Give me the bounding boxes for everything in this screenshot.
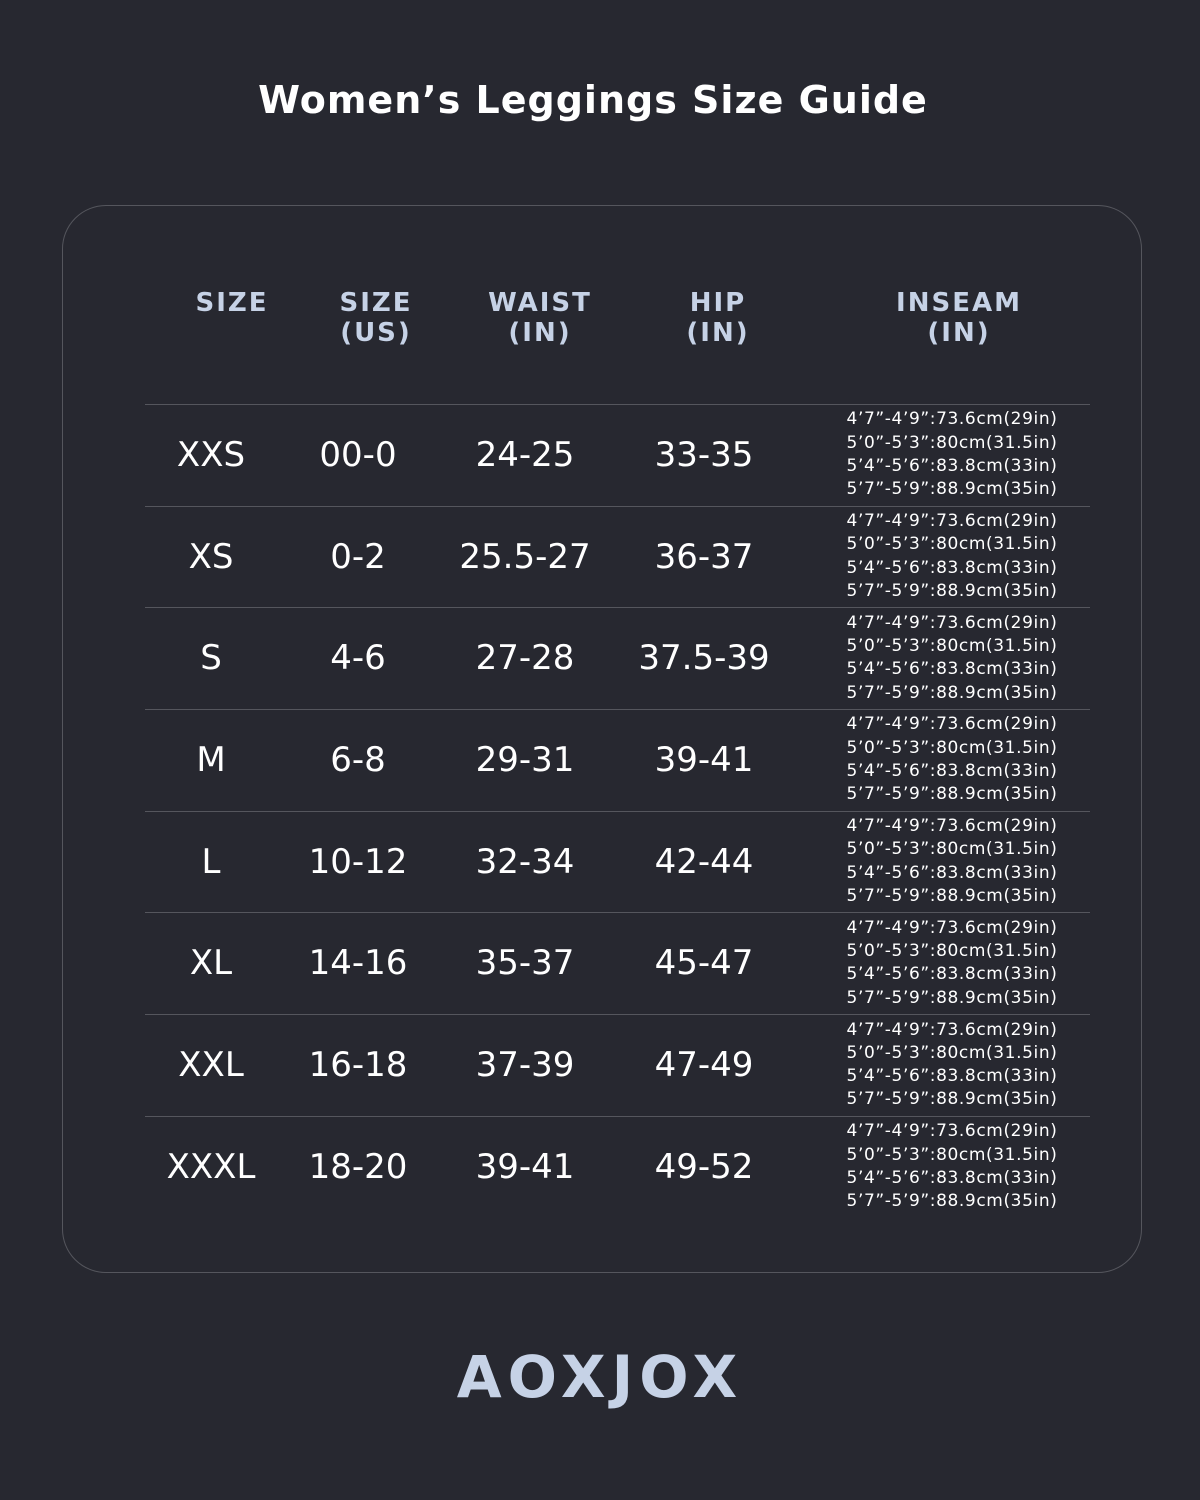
inseam-line: 4’7”-4’9”:73.6cm(29in) bbox=[846, 1019, 1058, 1040]
size-cell: M bbox=[196, 740, 226, 781]
inseam-line: 5’7”-5’9”:88.9cm(35in) bbox=[846, 1089, 1058, 1110]
column-header-hip bbox=[660, 288, 776, 348]
inseam-line: 5’4”-5’6”:83.8cm(33in) bbox=[846, 964, 1058, 985]
inseam-line: 5’0”-5’3”:80cm(31.5in) bbox=[846, 1042, 1058, 1063]
hip-cell: 33-35 bbox=[654, 435, 754, 475]
size-cell: S bbox=[200, 638, 222, 679]
inseam-line: 4’7”-4’9”:73.6cm(29in) bbox=[846, 409, 1058, 430]
table-row bbox=[145, 404, 1090, 506]
table-row bbox=[145, 1014, 1090, 1116]
inseam-line: 5’4”-5’6”:83.8cm(33in) bbox=[846, 1066, 1058, 1087]
column-header-size-label: SIZE bbox=[195, 288, 269, 318]
size-cell: XXS bbox=[176, 435, 246, 475]
waist-cell: 32-34 bbox=[475, 841, 575, 882]
inseam-line: 5’7”-5’9”:88.9cm(35in) bbox=[846, 682, 1058, 703]
size-us-cell: 18-20 bbox=[308, 1146, 408, 1187]
table-row bbox=[145, 912, 1090, 1014]
table-row bbox=[145, 1116, 1090, 1218]
inseam-line: 5’0”-5’3”:80cm(31.5in) bbox=[846, 1144, 1058, 1165]
inseam-line: 4’7”-4’9”:73.6cm(29in) bbox=[846, 917, 1058, 938]
inseam-line: 5’4”-5’6”:83.8cm(33in) bbox=[846, 557, 1058, 578]
waist-cell: 24-25 bbox=[475, 435, 575, 475]
inseam-line: 5’4”-5’6”:83.8cm(33in) bbox=[846, 659, 1058, 680]
size-cell: XS bbox=[188, 536, 234, 577]
hip-cell: 45-47 bbox=[654, 943, 754, 984]
inseam-line: 5’4”-5’6”:83.8cm(33in) bbox=[846, 761, 1058, 782]
page-title: Women’s Leggings Size Guide bbox=[258, 78, 928, 122]
inseam-line: 4’7”-4’9”:73.6cm(29in) bbox=[846, 511, 1058, 532]
inseam-cell bbox=[817, 1117, 1087, 1217]
inseam-cell bbox=[817, 507, 1087, 607]
column-header-size-us bbox=[322, 288, 430, 348]
column-header-waist-label: WAIST bbox=[488, 288, 592, 318]
size-us-cell: 14-16 bbox=[308, 943, 408, 984]
inseam-line: 5’0”-5’3”:80cm(31.5in) bbox=[846, 432, 1058, 453]
inseam-line: 5’7”-5’9”:88.9cm(35in) bbox=[846, 784, 1058, 805]
waist-cell: 37-39 bbox=[475, 1045, 575, 1086]
size-us-cell: 00-0 bbox=[319, 435, 397, 475]
column-header-inseam bbox=[880, 288, 1038, 348]
size-us-cell: 10-12 bbox=[308, 841, 408, 882]
size-cell: L bbox=[201, 841, 221, 882]
inseam-cell bbox=[817, 710, 1087, 810]
inseam-line: 5’0”-5’3”:80cm(31.5in) bbox=[846, 839, 1058, 860]
column-header-waist bbox=[470, 288, 610, 348]
waist-cell: 27-28 bbox=[475, 638, 575, 679]
inseam-line: 5’7”-5’9”:88.9cm(35in) bbox=[846, 1191, 1058, 1212]
table-row bbox=[145, 607, 1090, 709]
inseam-line: 5’4”-5’6”:83.8cm(33in) bbox=[846, 862, 1058, 883]
inseam-line: 5’7”-5’9”:88.9cm(35in) bbox=[846, 886, 1058, 907]
brand-logo: AOXJOX bbox=[456, 1343, 744, 1411]
inseam-cell bbox=[817, 812, 1087, 912]
size-cell: XXL bbox=[178, 1045, 244, 1086]
column-header-inseam-unit: (IN) bbox=[927, 318, 991, 348]
hip-cell: 36-37 bbox=[654, 536, 754, 577]
table-row bbox=[145, 709, 1090, 811]
inseam-line: 4’7”-4’9”:73.6cm(29in) bbox=[846, 816, 1058, 837]
hip-cell: 49-52 bbox=[654, 1146, 754, 1187]
inseam-line: 5’4”-5’6”:83.8cm(33in) bbox=[846, 1167, 1058, 1188]
inseam-cell bbox=[817, 608, 1087, 708]
column-header-size-us-label: SIZE bbox=[339, 288, 413, 318]
column-header-waist-unit: (IN) bbox=[508, 318, 572, 348]
waist-cell: 25.5-27 bbox=[459, 536, 591, 577]
size-cell: XL bbox=[189, 943, 233, 984]
inseam-line: 4’7”-4’9”:73.6cm(29in) bbox=[846, 612, 1058, 633]
hip-cell: 47-49 bbox=[654, 1045, 754, 1086]
inseam-line: 5’4”-5’6”:83.8cm(33in) bbox=[846, 456, 1058, 476]
waist-cell: 39-41 bbox=[475, 1146, 575, 1187]
inseam-line: 4’7”-4’9”:73.6cm(29in) bbox=[846, 714, 1058, 735]
hip-cell: 37.5-39 bbox=[638, 638, 770, 679]
inseam-line: 4’7”-4’9”:73.6cm(29in) bbox=[846, 1121, 1058, 1142]
inseam-line: 5’0”-5’3”:80cm(31.5in) bbox=[846, 534, 1058, 555]
column-header-hip-unit: (IN) bbox=[686, 318, 750, 348]
hip-cell: 42-44 bbox=[654, 841, 754, 882]
inseam-line: 5’0”-5’3”:80cm(31.5in) bbox=[846, 941, 1058, 962]
waist-cell: 35-37 bbox=[475, 943, 575, 984]
inseam-line: 5’7”-5’9”:88.9cm(35in) bbox=[846, 479, 1058, 500]
table-row bbox=[145, 811, 1090, 913]
size-us-cell: 6-8 bbox=[330, 740, 386, 781]
size-us-cell: 4-6 bbox=[330, 638, 386, 679]
column-header-size bbox=[180, 288, 284, 318]
table-row bbox=[145, 506, 1090, 608]
inseam-cell bbox=[817, 405, 1087, 505]
waist-cell: 29-31 bbox=[475, 740, 575, 781]
inseam-line: 5’0”-5’3”:80cm(31.5in) bbox=[846, 636, 1058, 657]
column-header-size-us-unit: (US) bbox=[340, 318, 412, 348]
size-cell: XXXL bbox=[166, 1146, 256, 1187]
hip-cell: 39-41 bbox=[654, 740, 754, 781]
inseam-cell bbox=[817, 913, 1087, 1013]
inseam-line: 5’7”-5’9”:88.9cm(35in) bbox=[846, 987, 1058, 1008]
inseam-line: 5’0”-5’3”:80cm(31.5in) bbox=[846, 737, 1058, 758]
inseam-cell bbox=[817, 1015, 1087, 1115]
size-us-cell: 0-2 bbox=[330, 536, 386, 577]
inseam-line: 5’7”-5’9”:88.9cm(35in) bbox=[846, 580, 1058, 601]
column-header-hip-label: HIP bbox=[689, 288, 747, 318]
column-header-inseam-label: INSEAM bbox=[896, 288, 1022, 318]
size-table bbox=[145, 404, 1090, 1218]
size-us-cell: 16-18 bbox=[308, 1045, 408, 1086]
